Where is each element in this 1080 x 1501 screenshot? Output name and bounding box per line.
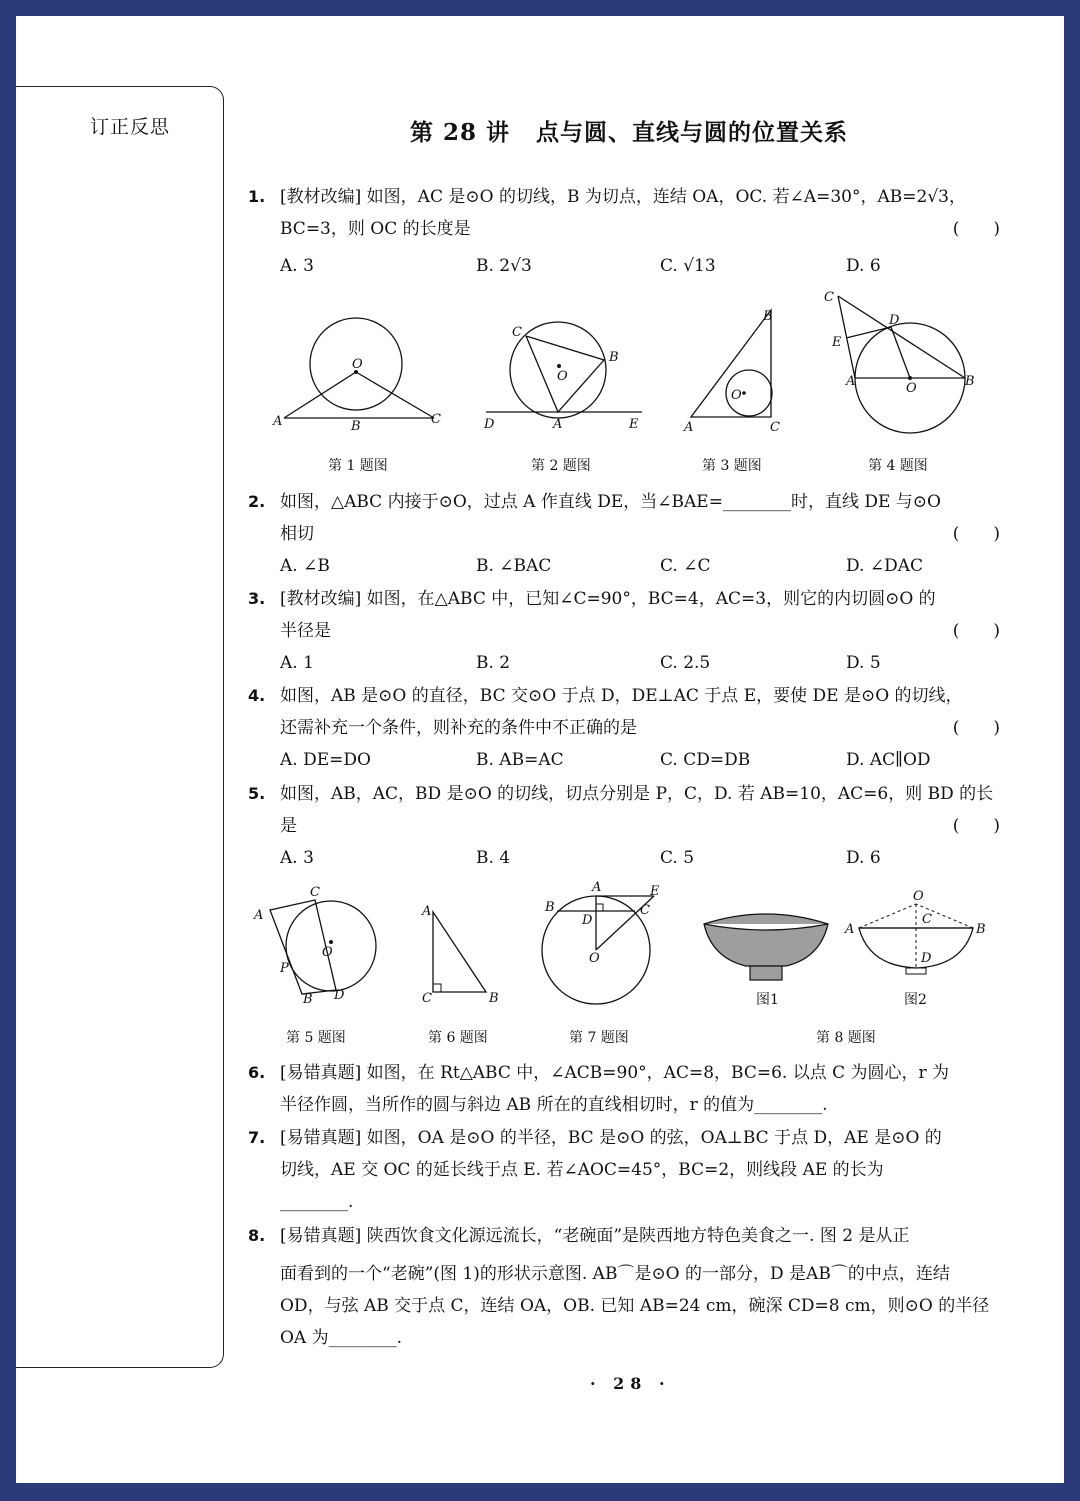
figures-row-1 (240, 286, 1020, 446)
question-text-line: OA 为________. (280, 1328, 403, 1348)
question-number: 1. (248, 187, 266, 206)
point-label: B (545, 900, 555, 915)
point-label: E (832, 335, 842, 350)
point-label: D (889, 313, 900, 328)
figure-caption: 第 4 题图 (868, 458, 928, 474)
option-b: B. 4 (476, 848, 511, 868)
page-number: · 28 · (590, 1374, 671, 1393)
answer-paren: ( ) (952, 524, 1000, 544)
point-label: A (592, 880, 602, 895)
figure-caption: 第 2 题图 (531, 458, 591, 474)
option-a: A. 1 (280, 653, 314, 673)
question-text-line: 如图，AB，AC，BD 是⊙O 的切线，切点分别是 P，C，D. 若 AB=10，AC=6，则 BD 的长 (280, 784, 994, 804)
question-text-line: [易错真题] 陕西饮食文化源远流长，“老碗面”是陕西地方特色美食之一. 图 2 是从正 (280, 1226, 910, 1246)
option-c: C. √13 (660, 256, 716, 276)
point-label: A (254, 908, 264, 923)
option-c: C. ∠C (660, 556, 711, 576)
figure-7 (542, 880, 660, 1004)
point-label: O (322, 945, 333, 960)
figure-8-sublabel: 图1 (756, 992, 779, 1008)
point-label: A (684, 420, 694, 435)
option-a: A. 3 (280, 256, 314, 276)
question-text-line: ________. (280, 1192, 354, 1212)
point-label: C (310, 885, 320, 900)
question-text-line: 相切 (280, 524, 314, 544)
point-label: C (422, 991, 432, 1006)
option-b: B. 2 (476, 653, 511, 673)
option-b: B. AB=AC (476, 750, 564, 770)
question-8 (248, 1220, 1004, 1354)
option-c: C. 2.5 (660, 653, 711, 673)
point-label: B (489, 991, 499, 1006)
lesson-topic: 点与圆、直线与圆的位置关系 (536, 119, 849, 146)
question-number: 4. (248, 686, 266, 705)
point-label: A (422, 904, 432, 919)
point-label: O (731, 388, 742, 403)
point-label: P (280, 961, 289, 976)
question-text-line: [易错真题] 如图，OA 是⊙O 的半径，BC 是⊙O 的弦，OA⊥BC 于点 D，AE 是⊙O 的 (280, 1128, 942, 1148)
question-text-line: 面看到的一个“老碗”(图 1)的形状示意图. AB⌒是⊙O 的一部分，D 是AB⌒的中点，连结 (280, 1264, 950, 1284)
option-d: D. ∠DAC (846, 556, 923, 576)
question-1 (248, 181, 1004, 245)
point-label: O (557, 369, 568, 384)
point-label: B (351, 419, 361, 434)
point-label: E (650, 884, 660, 899)
point-label: O (913, 889, 924, 904)
figure-6 (421, 904, 499, 1006)
point-label: A (846, 374, 856, 389)
answer-paren: ( ) (952, 621, 1000, 641)
question-text-line: BC=3，则 OC 的长度是 (280, 219, 471, 239)
option-d: D. AC∥OD (846, 750, 931, 770)
answer-paren: ( ) (952, 718, 1000, 738)
point-label: O (906, 381, 917, 396)
sidebar-label: 订正反思 (90, 116, 171, 138)
figure-2 (483, 322, 642, 432)
figure-5 (253, 885, 376, 1007)
point-label: O (589, 951, 600, 966)
figure-caption: 第 3 题图 (702, 458, 762, 474)
option-c: C. CD=DB (660, 750, 751, 770)
point-label: C (512, 325, 522, 340)
option-a: A. DE=DO (280, 750, 371, 770)
question-3 (248, 583, 1004, 647)
point-label: C (431, 412, 441, 427)
question-7 (248, 1122, 1004, 1218)
question-text-line: 如图，AB 是⊙O 的直径，BC 交⊙O 于点 D，DE⊥AC 于点 E，要使 DE 是⊙O 的切线， (280, 686, 963, 706)
point-label: O (352, 357, 363, 372)
option-c: C. 5 (660, 848, 695, 868)
point-label: B (303, 992, 313, 1007)
lesson-title (410, 114, 848, 147)
question-text-line: [教材改编] 如图，在△ABC 中，已知∠C=90°，BC=4，AC=3，则它的内切圆⊙O 的 (280, 589, 936, 609)
point-label: C (640, 903, 650, 918)
figure-8-sublabel: 图2 (904, 992, 927, 1008)
answer-paren: ( ) (952, 816, 1000, 836)
question-6 (248, 1057, 1004, 1121)
figure-caption: 第 5 题图 (286, 1030, 346, 1046)
figure-caption: 第 1 题图 (328, 458, 388, 474)
reflection-sidebar (16, 86, 224, 1368)
point-label: B (965, 374, 975, 389)
option-a: A. ∠B (280, 556, 330, 576)
figure-1 (272, 318, 441, 434)
option-b: B. ∠BAC (476, 556, 552, 576)
figure-3 (683, 309, 780, 435)
question-text-line: 半径作圆，当所作的圆与斜边 AB 所在的直线相切时，r 的值为________. (280, 1095, 828, 1115)
point-label: B (609, 350, 619, 365)
question-text-line: 如图，△ABC 内接于⊙O，过点 A 作直线 DE，当∠BAE=________时，直线 DE 与⊙O (280, 492, 941, 512)
point-label: C (824, 290, 834, 305)
answer-paren: ( ) (952, 219, 1000, 239)
option-d: D. 6 (846, 256, 881, 276)
question-text-line: [教材改编] 如图，AC 是⊙O 的切线，B 为切点，连结 OA，OC. 若∠A=30°，AB=2√3， (280, 187, 966, 207)
figure-caption: 第 8 题图 (816, 1030, 876, 1046)
point-label: B (763, 309, 773, 324)
figure-8-bowl (704, 914, 828, 980)
question-text-line: 半径是 (280, 621, 331, 641)
point-label: A (273, 414, 283, 429)
question-5 (248, 778, 1004, 842)
lesson-number: 第 28 讲 (410, 119, 511, 146)
point-label: D (334, 988, 345, 1003)
question-text-line: 是 (280, 816, 297, 836)
point-label: C (922, 912, 932, 927)
point-label: D (921, 951, 932, 966)
figure-caption: 第 7 题图 (569, 1030, 629, 1046)
option-b: B. 2√3 (476, 256, 532, 276)
point-label: A (845, 922, 855, 937)
question-2 (248, 486, 1004, 550)
point-label: B (976, 922, 986, 937)
point-label: D (484, 417, 495, 432)
question-text-line: 还需补充一个条件，则补充的条件中不正确的是 (280, 718, 637, 738)
option-a: A. 3 (280, 848, 314, 868)
question-number: 3. (248, 589, 266, 608)
question-text-line: [易错真题] 如图，在 Rt△ABC 中，∠ACB=90°，AC=8，BC=6. 以点 C 为圆心，r 为 (280, 1063, 950, 1083)
question-text-line: OD，与弦 AB 交于点 C，连结 OA，OB. 已知 AB=24 cm，碗深 CD=8 cm，则⊙O 的半径 (280, 1296, 990, 1316)
figures-row-2 (240, 876, 1020, 1016)
figure-8-diagram (844, 889, 986, 974)
figure-4 (824, 290, 975, 433)
point-label: C (770, 420, 780, 435)
option-d: D. 5 (846, 653, 881, 673)
figure-caption: 第 6 题图 (428, 1030, 488, 1046)
point-label: A (553, 417, 563, 432)
question-text-line: 切线，AE 交 OC 的延长线于点 E. 若∠AOC=45°，BC=2，则线段 AE 的长为 (280, 1160, 884, 1180)
point-label: D (582, 913, 593, 928)
question-number: 2. (248, 492, 266, 511)
question-number: 6. (248, 1063, 266, 1082)
question-number: 5. (248, 784, 266, 803)
question-4 (248, 680, 1004, 744)
question-number: 7. (248, 1128, 266, 1147)
question-number: 8. (248, 1226, 266, 1245)
option-d: D. 6 (846, 848, 881, 868)
point-label: E (629, 417, 639, 432)
